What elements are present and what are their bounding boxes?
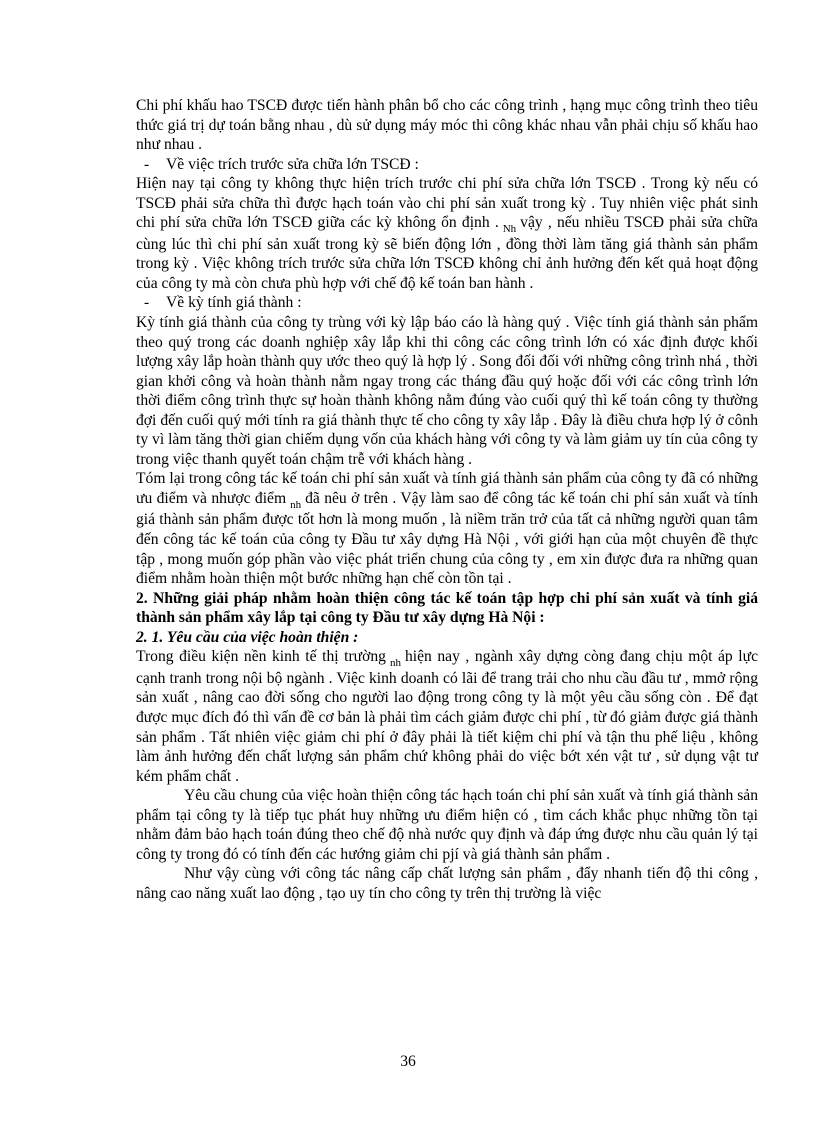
paragraph-text: Trong điều kiện nền kinh tế thị trường [136, 648, 386, 666]
bullet-text: Về kỳ tính giá thành : [166, 294, 302, 312]
section-heading: 2. Những giải pháp nhằm hoàn thiện công tác kế toán tập hợp chi phí sản xuất và tính giá thành sản phẩm xây lắp tại công ty Đầu tư xây dựng Hà Nội : [136, 589, 758, 627]
subsection-heading: 2. 1. Yêu cầu của việc hoàn thiện : [136, 628, 359, 646]
paragraph-text: Hiện nay tại công ty không thực hiện trích trước chi phí sửa chữa lớn TSCĐ . Trong kỳ nếu có TSCĐ phải sửa chữa thì được hạch toán vào chi phí sản xuất trong kỳ . Tuy nhiên việc phát sinh chi phí sửa chữa lớn TSCĐ giữa các kỳ không ổn định . [136, 175, 758, 232]
paragraph-market-context [136, 647, 758, 786]
bullet-dash: - [144, 294, 150, 312]
bullet-major-repairs [136, 155, 758, 175]
page-number: 36 [400, 1053, 416, 1070]
paragraph-costing-period: Kỳ tính giá thành của công ty trùng với kỳ lập báo cáo là hàng quý . Việc tính giá thành sản phẩm theo quý trong các doanh nghiệp xây lắp khi thi công các công trình lớn có xác định được khối lượng xây lắp hoàn thành quy ước theo quý là hợp lý . Song đối đối với những công trình nhá , thời gian khởi công và hoàn thành nằm ngay trong các tháng đầu quý hoặc đối với các công trình lớn thời điểm công trình thực sự hoàn thành không nằm đúng vào cuối quý thì kế toán công ty thường đợi đến cuối quý mới tính ra giá thành thực tế cho công ty xây lắp . Đây là điều chưa hợp lý ở cônh ty vì làm tăng thời gian chiếm dụng vốn của khách hàng với công ty và làm giảm uy tín của công ty trong việc thanh quyết toán chậm trễ với khách hàng . [136, 314, 758, 468]
subscript-fragment: Nh [502, 223, 517, 236]
paragraph-text: Tóm lại trong công tác kế toán chi phí sản xuất và tính giá thành sản phẩm của công ty đã có những ưu điểm và nhược điểm [136, 470, 758, 507]
bullet-dash: - [144, 155, 150, 173]
paragraph-text: đã nêu ở trên . Vậy làm sao để công tác kế toán chi phí sản xuất và tính giá thành sản phẩm được tốt hơn là mong muốn , là niềm trăn trở của tất cả những người quan tâm đến công tác kế toán của công ty Đầu tư xây dựng Hà Nội , với giới hạn của một chuyên đề thực tập , mong muốn góp phần vào việc phát triển chung của công ty , em xin được đưa ra những quan điểm nhằm hoàn thiện một bước những hạn chế còn tồn tại . [136, 489, 758, 588]
paragraph-conclusion: Như vậy cùng với công tác nâng cấp chất lượng sản phẩm , đẩy nhanh tiến độ thi công , nâng cao năng xuất lao động , tạo uy tín cho công ty trên thị trường là việc [136, 865, 758, 902]
body-text [136, 96, 758, 903]
paragraph-text: hiện nay , ngành xây dựng còng đang chịu một áp lực cạnh tranh trong nội bộ ngành . Việc kinh doanh có lãi để trang trải cho nhu cầu đầu tư , mmở rộng sản xuất , nâng cao đời sống cho người lao động trong công ty là một yêu cầu sống còn . Để đạt được mục đích đó thì vấn đề cơ bản là phải tìm cách giảm được chi phí , từ đó giảm được giá thành sản phẩm . Tất nhiên việc giảm chi phí ở đây phải là tiết kiệm chi phí và tận thu phế liệu , không làm ảnh hưởng đến chất lượng sản phẩm chứ không phải do việc bớt xén vật tư , sử dụng vật tư kém phẩm chất . [136, 648, 758, 785]
paragraph-major-repairs [136, 174, 758, 293]
bullet-costing-period [136, 293, 758, 313]
paragraph-summary [136, 469, 758, 588]
paragraph-text: vậy , nếu nhiều TSCĐ phải sửa chữa cùng lúc thì chi phí sản xuất trong kỳ sẽ biến động lớn , đồng thời làm tăng giá thành sản phẩm trong kỳ . Việc không trích trước sửa chữa lớn TSCĐ không chỉ ảnh hưởng đến kết quả hoạt động của công ty mà còn chưa phù hợp với chế độ kế toán ban hành . [136, 214, 758, 292]
bullet-text: Về việc trích trước sửa chữa lớn TSCĐ : [166, 155, 419, 173]
subscript-fragment: nh [389, 657, 401, 670]
subscript-fragment: nh [290, 498, 302, 511]
paragraph-depreciation: Chi phí khấu hao TSCĐ được tiến hành phân bổ cho các công trình , hạng mục công trình theo tiêu thức giá trị dự toán bằng nhau , dù sử dụng máy móc thi công khác nhau vẫn phải chịu số khấu hao như nhau . [136, 97, 758, 154]
paragraph-general-requirement: Yêu cầu chung của việc hoàn thiện công tác hạch toán chi phí sản xuất và tính giá thành sản phẩm tại công ty là tiếp tục phát huy những ưu điểm hiện có , tìm cách khắc phục những tồn tại nhằm đảm bảo hạch toán đúng theo chế độ nhà nước quy định và đáp ứng được nhu cầu quản lý tại công ty trong đó có tính đến các hướng giảm chi pjí và giá thành sản phẩm . [136, 787, 758, 863]
